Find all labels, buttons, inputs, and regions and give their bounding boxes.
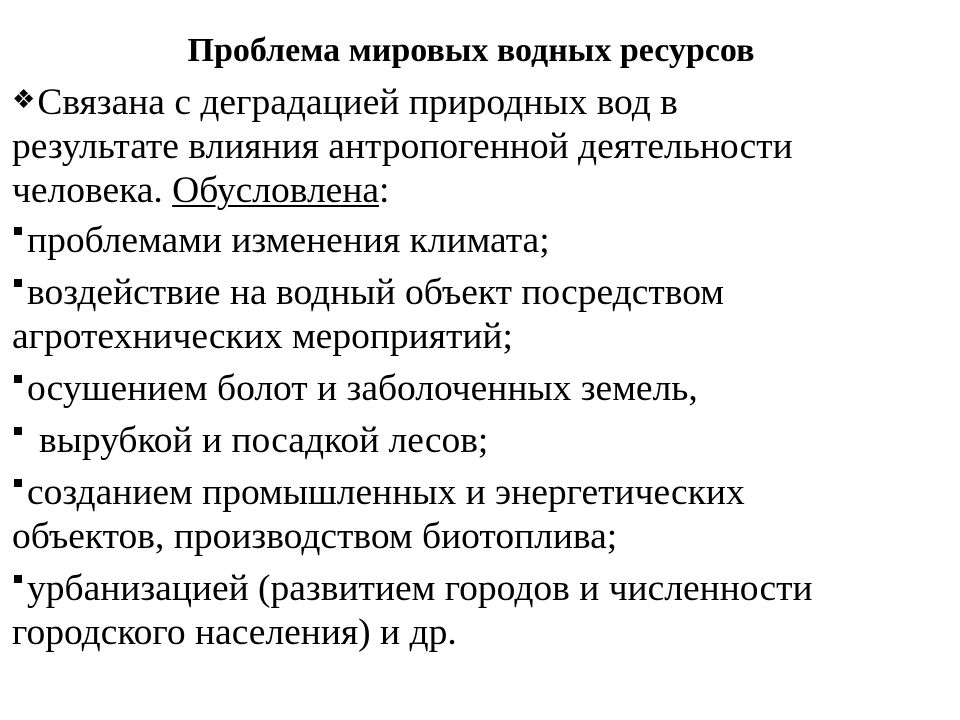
bullet-list <box>12 219 930 655</box>
list-item <box>12 367 930 411</box>
list-item <box>12 567 930 655</box>
list-item-text: созданием промышленных и энергетических <box>27 472 745 513</box>
list-item <box>12 219 930 263</box>
intro-underlined-word: Обусловлена <box>172 170 380 211</box>
intro-line-1: Связана с деградацией природных вод в <box>37 82 678 123</box>
list-item-text-continued: городского населения) и др. <box>12 612 457 653</box>
list-item-text: проблемами изменения климата; <box>27 220 550 261</box>
list-item <box>12 419 930 463</box>
list-item <box>12 271 930 359</box>
square-bullet-icon <box>14 375 22 383</box>
list-item-text-continued: агротехнических мероприятий; <box>12 316 513 357</box>
intro-line-3-prefix: человека. <box>12 170 173 211</box>
square-bullet-icon <box>14 279 22 287</box>
square-bullet-icon <box>14 479 22 487</box>
list-item-text-continued: объектов, производством биотоплива; <box>12 516 618 557</box>
square-bullet-icon <box>14 227 22 235</box>
list-item-text: вырубкой и посадкой лесов; <box>39 420 489 461</box>
list-item-text: воздействие на водный объект посредством <box>27 272 724 313</box>
list-item-text: урбанизацией (развитием городов и численности <box>27 568 813 609</box>
intro-line-2: результате влияния антропогенной деятельности <box>12 126 793 167</box>
list-item-text: осушением болот и заболоченных земель, <box>27 368 698 409</box>
slide-title: Проблема мировых водных ресурсов <box>187 32 755 69</box>
square-bullet-icon <box>14 427 22 435</box>
intro-paragraph <box>12 78 930 213</box>
square-bullet-icon <box>14 575 22 583</box>
diamond-bullet-icon: ❖ <box>12 85 36 114</box>
list-item <box>12 471 930 559</box>
intro-line-3-suffix: : <box>379 170 390 211</box>
